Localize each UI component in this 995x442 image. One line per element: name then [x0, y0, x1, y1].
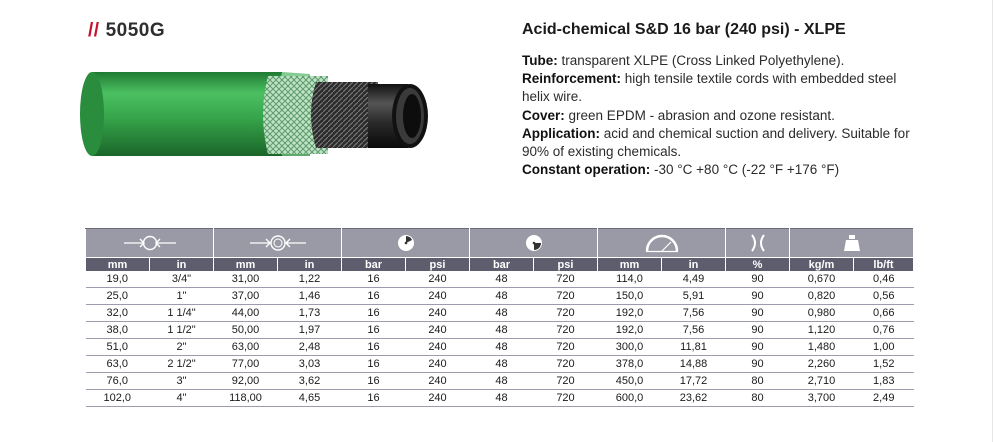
- unit-label: lb/ft: [854, 258, 914, 272]
- table-cell: 77,00: [214, 356, 278, 373]
- table-cell: 2,710: [790, 373, 854, 390]
- weight-icon: [843, 234, 861, 252]
- page-edge-divider: [992, 0, 993, 442]
- table-cell: 16: [342, 288, 406, 305]
- table-cell: 720: [534, 322, 598, 339]
- bend-radius-icon: [644, 233, 680, 253]
- table-cell: 80: [726, 373, 790, 390]
- unit-label: bar: [470, 258, 534, 272]
- table-cell: 4": [150, 390, 214, 407]
- code-number: 5050G: [105, 20, 166, 41]
- table-cell: 240: [406, 305, 470, 322]
- product-code: [88, 20, 165, 42]
- table-cell: 11,81: [662, 339, 726, 356]
- table-cell: 14,88: [662, 356, 726, 373]
- table-cell: 4,49: [662, 271, 726, 288]
- table-body: [86, 271, 914, 407]
- table-cell: 0,670: [790, 271, 854, 288]
- unit-label: in: [278, 258, 342, 272]
- icon-header-row: [86, 229, 914, 258]
- table-cell: 450,0: [598, 373, 662, 390]
- col-bend-radius: [598, 229, 726, 258]
- table-cell: 720: [534, 288, 598, 305]
- unit-label: kg/m: [790, 258, 854, 272]
- unit-label: bar: [342, 258, 406, 272]
- table-cell: 44,00: [214, 305, 278, 322]
- code-prefix: //: [88, 20, 100, 41]
- hose-image: [78, 62, 438, 162]
- table-cell: 1,97: [278, 322, 342, 339]
- table-cell: 4,65: [278, 390, 342, 407]
- table-cell: 32,0: [86, 305, 150, 322]
- table-cell: 63,00: [214, 339, 278, 356]
- table-cell: 1,73: [278, 305, 342, 322]
- table-cell: 48: [470, 288, 534, 305]
- table-row: [86, 322, 914, 339]
- spec-label: Application:: [522, 125, 600, 141]
- spec-text: green EPDM - abrasion and ozone resistant.: [568, 107, 835, 123]
- table-cell: 50,00: [214, 322, 278, 339]
- table-cell: 1,120: [790, 322, 854, 339]
- table-cell: 16: [342, 271, 406, 288]
- table-cell: 240: [406, 390, 470, 407]
- table-cell: 16: [342, 339, 406, 356]
- table-cell: 25,0: [86, 288, 150, 305]
- table-cell: 90: [726, 288, 790, 305]
- spec-reinforcement: [522, 70, 912, 106]
- table-cell: 80: [726, 390, 790, 407]
- table-cell: 2,260: [790, 356, 854, 373]
- table-cell: 17,72: [662, 373, 726, 390]
- unit-label: mm: [598, 258, 662, 272]
- spec-list: [522, 52, 912, 179]
- spec-application: [522, 125, 912, 161]
- table-cell: 240: [406, 356, 470, 373]
- table-cell: 192,0: [598, 305, 662, 322]
- table-cell: 0,76: [854, 322, 914, 339]
- table-cell: 48: [470, 271, 534, 288]
- outer-diameter-icon: [248, 234, 308, 252]
- table-cell: 48: [470, 305, 534, 322]
- spec-operation: [522, 161, 912, 179]
- table-cell: 90: [726, 271, 790, 288]
- spec-label: Reinforcement:: [522, 71, 622, 87]
- product-title: Acid-chemical S&D 16 bar (240 psi) - XLPE: [522, 21, 846, 38]
- table-cell: 720: [534, 373, 598, 390]
- unit-label: psi: [534, 258, 598, 272]
- table-cell: 23,62: [662, 390, 726, 407]
- table-cell: 114,0: [598, 271, 662, 288]
- unit-label: psi: [406, 258, 470, 272]
- table-cell: 3,700: [790, 390, 854, 407]
- inner-diameter-icon: [122, 234, 178, 252]
- table-cell: 31,00: [214, 271, 278, 288]
- table-cell: 2": [150, 339, 214, 356]
- table-cell: 7,56: [662, 322, 726, 339]
- table-cell: 0,56: [854, 288, 914, 305]
- table-cell: 378,0: [598, 356, 662, 373]
- unit-label: in: [150, 258, 214, 272]
- table-cell: 3,62: [278, 373, 342, 390]
- spec-cover: [522, 107, 912, 125]
- table-cell: 1,52: [854, 356, 914, 373]
- col-inner-diameter: [86, 229, 214, 258]
- dimensions-table: [85, 228, 914, 407]
- col-outer-diameter: [214, 229, 342, 258]
- unit-label: in: [662, 258, 726, 272]
- vacuum-icon: [748, 233, 768, 253]
- table-cell: 19,0: [86, 271, 150, 288]
- table-cell: 16: [342, 373, 406, 390]
- table-cell: 102,0: [86, 390, 150, 407]
- unit-label: mm: [86, 258, 150, 272]
- table-cell: 16: [342, 356, 406, 373]
- table-cell: 1,22: [278, 271, 342, 288]
- spec-tube: [522, 52, 912, 70]
- table-cell: 38,0: [86, 322, 150, 339]
- table-cell: 3/4": [150, 271, 214, 288]
- working-pressure-icon: [396, 233, 416, 253]
- table-row: [86, 288, 914, 305]
- table-cell: 76,0: [86, 373, 150, 390]
- table-cell: 16: [342, 305, 406, 322]
- table-cell: 118,00: [214, 390, 278, 407]
- table-cell: 16: [342, 322, 406, 339]
- table-cell: 48: [470, 373, 534, 390]
- table-cell: 90: [726, 356, 790, 373]
- table-cell: 2,49: [854, 390, 914, 407]
- col-vacuum: [726, 229, 790, 258]
- table-cell: 1,46: [278, 288, 342, 305]
- table-cell: 48: [470, 322, 534, 339]
- table-cell: 90: [726, 305, 790, 322]
- table-row: [86, 373, 914, 390]
- table-cell: 720: [534, 356, 598, 373]
- table-cell: 720: [534, 305, 598, 322]
- table-row: [86, 305, 914, 322]
- table-cell: 48: [470, 339, 534, 356]
- unit-header-row: [86, 258, 914, 272]
- table-cell: 2 1/2": [150, 356, 214, 373]
- table-cell: 720: [534, 271, 598, 288]
- table-row: [86, 271, 914, 288]
- table-cell: 37,00: [214, 288, 278, 305]
- table-cell: 1 1/4": [150, 305, 214, 322]
- table-cell: 720: [534, 390, 598, 407]
- col-burst-pressure: [470, 229, 598, 258]
- spec-text: -30 °C +80 °C (-22 °F +176 °F): [654, 162, 840, 178]
- table-cell: 300,0: [598, 339, 662, 356]
- table-cell: 51,0: [86, 339, 150, 356]
- table-cell: 240: [406, 271, 470, 288]
- table-cell: 0,66: [854, 305, 914, 322]
- table-cell: 1 1/2": [150, 322, 214, 339]
- table-row: [86, 390, 914, 407]
- hose-tube: [368, 84, 428, 148]
- table-cell: 720: [534, 339, 598, 356]
- table-cell: 1": [150, 288, 214, 305]
- table-cell: 150,0: [598, 288, 662, 305]
- table-cell: 0,820: [790, 288, 854, 305]
- table-cell: 192,0: [598, 322, 662, 339]
- hose-cover: [80, 72, 282, 156]
- table-cell: 0,46: [854, 271, 914, 288]
- table-cell: 1,480: [790, 339, 854, 356]
- table-cell: 90: [726, 339, 790, 356]
- table-row: [86, 356, 914, 373]
- table-cell: 90: [726, 322, 790, 339]
- spec-label: Tube:: [522, 53, 558, 68]
- table-cell: 7,56: [662, 305, 726, 322]
- spec-text: high tensile textile cords with embedded steel helix wire.: [522, 71, 897, 105]
- table-cell: 48: [470, 390, 534, 407]
- burst-pressure-icon: [524, 233, 544, 253]
- table-cell: 240: [406, 322, 470, 339]
- table-cell: 240: [406, 373, 470, 390]
- unit-label: %: [726, 258, 790, 272]
- table-cell: 3,03: [278, 356, 342, 373]
- table-cell: 5,91: [662, 288, 726, 305]
- table-cell: 3": [150, 373, 214, 390]
- table-cell: 1,83: [854, 373, 914, 390]
- table-cell: 48: [470, 356, 534, 373]
- spec-text: acid and chemical suction and delivery. Suitable for 90% of existing chemicals.: [522, 125, 910, 160]
- spec-label: Cover:: [522, 107, 565, 123]
- table-cell: 600,0: [598, 390, 662, 407]
- table-cell: 2,48: [278, 339, 342, 356]
- col-weight: [790, 229, 914, 258]
- table-cell: 92,00: [214, 373, 278, 390]
- table-row: [86, 339, 914, 356]
- table-cell: 240: [406, 339, 470, 356]
- col-working-pressure: [342, 229, 470, 258]
- table-cell: 16: [342, 390, 406, 407]
- table-cell: 1,00: [854, 339, 914, 356]
- table-cell: 0,980: [790, 305, 854, 322]
- unit-label: mm: [214, 258, 278, 272]
- hose-helix: [311, 82, 378, 148]
- table-cell: 240: [406, 288, 470, 305]
- spec-label: Constant operation:: [522, 162, 651, 178]
- spec-text: transparent XLPE (Cross Linked Polyethylene).: [561, 53, 845, 68]
- table-cell: 63,0: [86, 356, 150, 373]
